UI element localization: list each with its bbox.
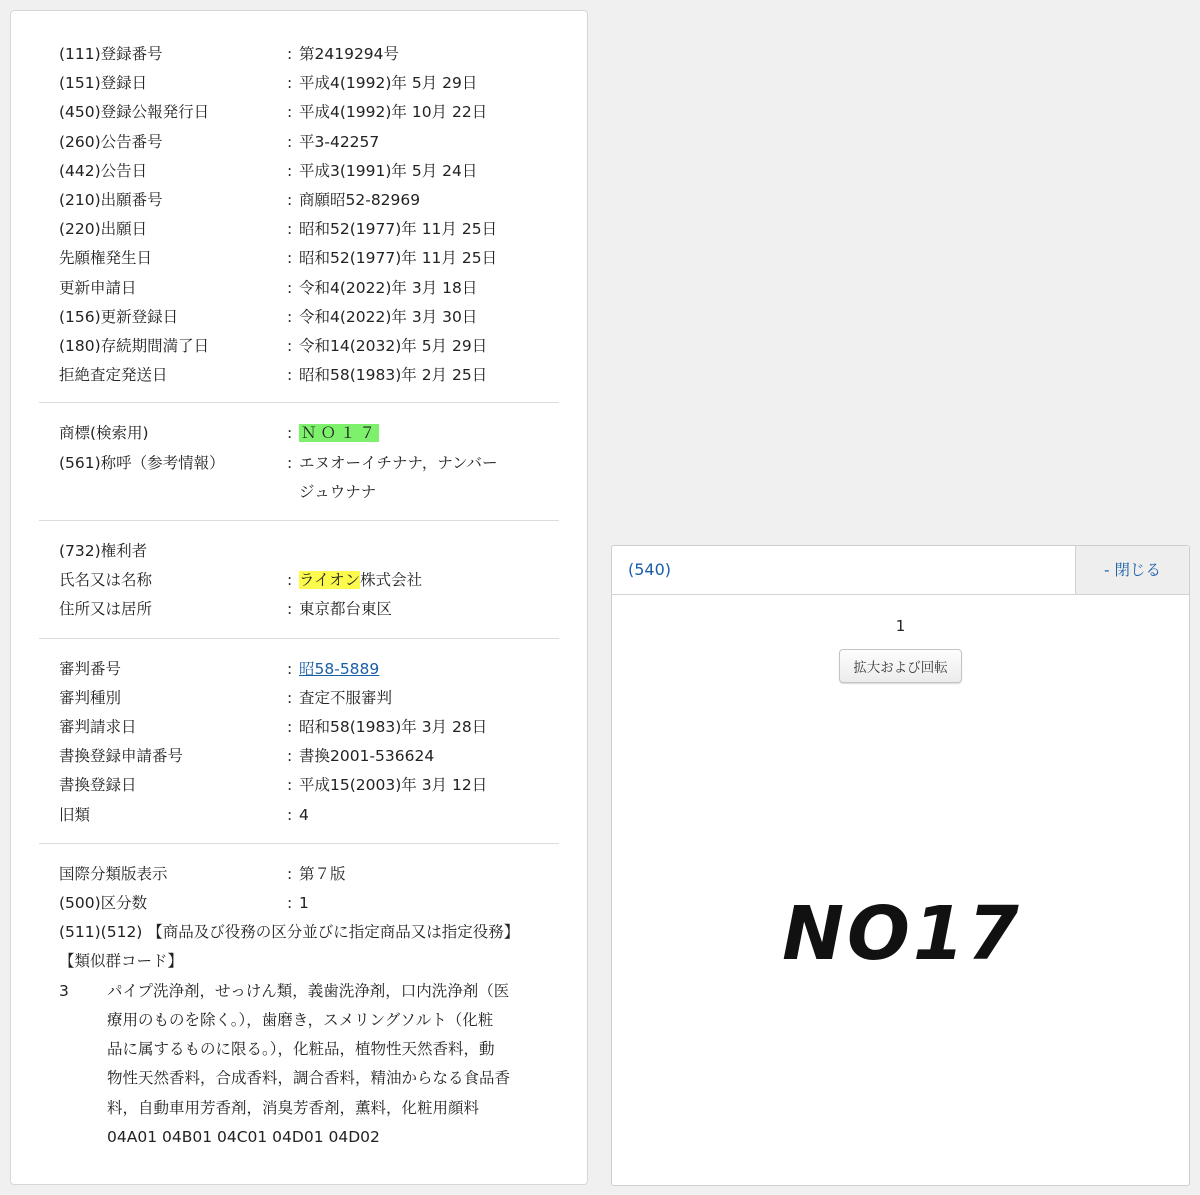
rewrite-date-row: 書換登録日 : 平成15(2003)年 3月 12日 bbox=[59, 771, 557, 800]
field-label: 旧類 bbox=[59, 805, 91, 824]
registration-row: 拒絶査定発送日 : 昭和58(1983)年 2月 25日 bbox=[59, 361, 557, 390]
group-code-heading: 【類似群コード】 bbox=[59, 952, 184, 971]
registration-row: (220)出願日 : 昭和52(1977)年 11月 25日 bbox=[59, 215, 557, 244]
owner-section bbox=[11, 521, 587, 638]
owner-heading: (732)権利者 bbox=[59, 542, 148, 561]
trial-request-row: 審判請求日 : 昭和58(1983)年 3月 28日 bbox=[59, 713, 557, 742]
field-label: (442)公告日 bbox=[59, 161, 148, 180]
edition-row: 国際分類版表示 : 第７版 bbox=[59, 860, 557, 889]
field-label: 更新申請日 bbox=[59, 278, 137, 297]
field-value: 査定不服審判 bbox=[299, 688, 393, 707]
field-label: (220)出願日 bbox=[59, 220, 148, 239]
trademark-mark-image bbox=[782, 901, 1022, 975]
field-label: 書換登録日 bbox=[59, 776, 137, 795]
trademark-mark-text: NO17 bbox=[782, 901, 1022, 971]
group-codes: 04A01 04B01 04C01 04D01 04D02 bbox=[107, 1127, 380, 1146]
field-value: 平成3(1991)年 5月 24日 bbox=[299, 161, 478, 180]
registration-row: (111)登録番号 : 第2419294号 bbox=[59, 40, 557, 69]
trademark-search-value: ＮＯ１７ bbox=[301, 424, 380, 443]
goods-entry bbox=[59, 977, 557, 1152]
owner-name-rest: 株式会社 bbox=[360, 571, 423, 590]
field-value: 平成4(1992)年 10月 22日 bbox=[299, 103, 488, 122]
image-panel-title: (540) bbox=[628, 560, 672, 579]
field-value: 令和14(2032)年 5月 29日 bbox=[299, 337, 488, 356]
trial-section bbox=[11, 639, 587, 843]
trial-number-link[interactable]: 昭58-5889 bbox=[299, 659, 380, 678]
field-label: (210)出願番号 bbox=[59, 191, 163, 210]
trademark-reading-row: (561)称呼（参考情報） : エヌオーイチナナ，ナンバー ジュウナナ bbox=[59, 449, 557, 507]
field-value: 令和4(2022)年 3月 18日 bbox=[299, 278, 478, 297]
field-value: 平成15(2003)年 3月 12日 bbox=[299, 776, 488, 795]
goods-line: 料，自動車用芳香剤，消臭芳香剤，薫料，化粧用顔料 bbox=[107, 1098, 480, 1117]
trademark-section bbox=[11, 403, 587, 520]
field-label: 書換登録申請番号 bbox=[59, 747, 184, 766]
field-label: (151)登録日 bbox=[59, 74, 148, 93]
field-label: 審判種別 bbox=[59, 688, 122, 707]
field-value: 第７版 bbox=[299, 864, 346, 883]
field-value: 4 bbox=[299, 805, 309, 824]
field-value: 東京都台東区 bbox=[299, 600, 393, 619]
field-label: 拒絶査定発送日 bbox=[59, 366, 168, 385]
owner-name-highlight: ライオン bbox=[299, 571, 361, 590]
field-label: 先願権発生日 bbox=[59, 249, 153, 268]
image-panel-header bbox=[612, 546, 1189, 595]
reading-line-1: エヌオーイチナナ，ナンバー bbox=[299, 453, 498, 472]
trial-number-row: 審判番号 : 昭58-5889 bbox=[59, 655, 557, 684]
registration-row: (156)更新登録日 : 令和4(2022)年 3月 30日 bbox=[59, 303, 557, 332]
field-value: 昭和52(1977)年 11月 25日 bbox=[299, 249, 498, 268]
registration-row: (260)公告番号 : 平3-42257 bbox=[59, 128, 557, 157]
field-label: 国際分類版表示 bbox=[59, 864, 168, 883]
trademark-image-panel bbox=[611, 545, 1190, 1186]
trademark-detail-panel bbox=[10, 10, 588, 1185]
close-button[interactable]: - 閉じる bbox=[1075, 546, 1189, 594]
old-class-row: 旧類 : 4 bbox=[59, 801, 557, 830]
field-label: 商標(検索用) bbox=[59, 424, 149, 443]
trial-type-row: 審判種別 : 査定不服審判 bbox=[59, 684, 557, 713]
zoom-rotate-button[interactable]: 拡大および回転 bbox=[839, 649, 962, 683]
owner-name-row: 氏名又は名称 : ライオン株式会社 bbox=[59, 566, 557, 595]
goods-class-number: 3 bbox=[59, 981, 69, 1000]
goods-heading: (511)(512) 【商品及び役務の区分並びに指定商品又は指定役務】 bbox=[59, 923, 520, 942]
trademark-logo bbox=[782, 901, 1022, 971]
reading-line-2: ジュウナナ bbox=[299, 482, 377, 501]
goods-line: 物性天然香料，合成香料，調合香料，精油からなる食品香 bbox=[107, 1069, 511, 1088]
field-value: 商願昭52-82969 bbox=[299, 191, 421, 210]
field-value: 平3-42257 bbox=[299, 132, 380, 151]
field-value: 1 bbox=[299, 894, 309, 913]
field-label: (111)登録番号 bbox=[59, 45, 163, 63]
field-label: (180)存続期間満了日 bbox=[59, 337, 210, 356]
registration-row: (210)出願番号 : 商願昭52-82969 bbox=[59, 186, 557, 215]
field-value: 昭和58(1983)年 2月 25日 bbox=[299, 366, 488, 385]
registration-row: 先願権発生日 : 昭和52(1977)年 11月 25日 bbox=[59, 244, 557, 273]
field-value: 昭和52(1977)年 11月 25日 bbox=[299, 220, 498, 239]
field-label: 審判請求日 bbox=[59, 718, 137, 737]
goods-line: 品に属するものに限る。），化粧品，植物性天然香料，動 bbox=[107, 1040, 495, 1059]
goods-line: パイプ洗浄剤，せっけん類，義歯洗浄剤，口内洗浄剤（医 bbox=[107, 981, 510, 1000]
rewrite-number-row: 書換登録申請番号 : 書換2001-536624 bbox=[59, 742, 557, 771]
field-value: 第2419294号 bbox=[299, 45, 400, 63]
field-value: 昭和58(1983)年 3月 28日 bbox=[299, 718, 488, 737]
field-label: 氏名又は名称 bbox=[59, 571, 153, 590]
field-value: 書換2001-536624 bbox=[299, 747, 435, 766]
classification-section bbox=[11, 844, 587, 1152]
field-label: (450)登録公報発行日 bbox=[59, 103, 210, 122]
registration-row: 更新申請日 : 令和4(2022)年 3月 18日 bbox=[59, 274, 557, 303]
class-count-row: (500)区分数 : 1 bbox=[59, 889, 557, 918]
field-label: (156)更新登録日 bbox=[59, 307, 179, 326]
registration-section bbox=[11, 11, 587, 402]
field-label: 住所又は居所 bbox=[59, 600, 153, 619]
field-label: (260)公告番号 bbox=[59, 132, 163, 151]
field-label: (561)称呼（参考情報） bbox=[59, 453, 225, 472]
field-value: 令和4(2022)年 3月 30日 bbox=[299, 307, 478, 326]
image-page-number: 1 bbox=[895, 617, 906, 635]
goods-line: 療用のものを除く。），歯磨き，スメリングソルト（化粧 bbox=[107, 1010, 494, 1029]
owner-address-row: 住所又は居所 : 東京都台東区 bbox=[59, 595, 557, 624]
registration-row: (151)登録日 : 平成4(1992)年 5月 29日 bbox=[59, 69, 557, 98]
field-label: 審判番号 bbox=[59, 659, 122, 678]
field-value: 平成4(1992)年 5月 29日 bbox=[299, 74, 478, 93]
field-label: (500)区分数 bbox=[59, 894, 148, 913]
registration-row: (442)公告日 : 平成3(1991)年 5月 24日 bbox=[59, 157, 557, 186]
trademark-search-row: 商標(検索用) : ＮＯ１７ bbox=[59, 419, 557, 448]
registration-row: (180)存続期間満了日 : 令和14(2032)年 5月 29日 bbox=[59, 332, 557, 361]
registration-row: (450)登録公報発行日 : 平成4(1992)年 10月 22日 bbox=[59, 98, 557, 127]
